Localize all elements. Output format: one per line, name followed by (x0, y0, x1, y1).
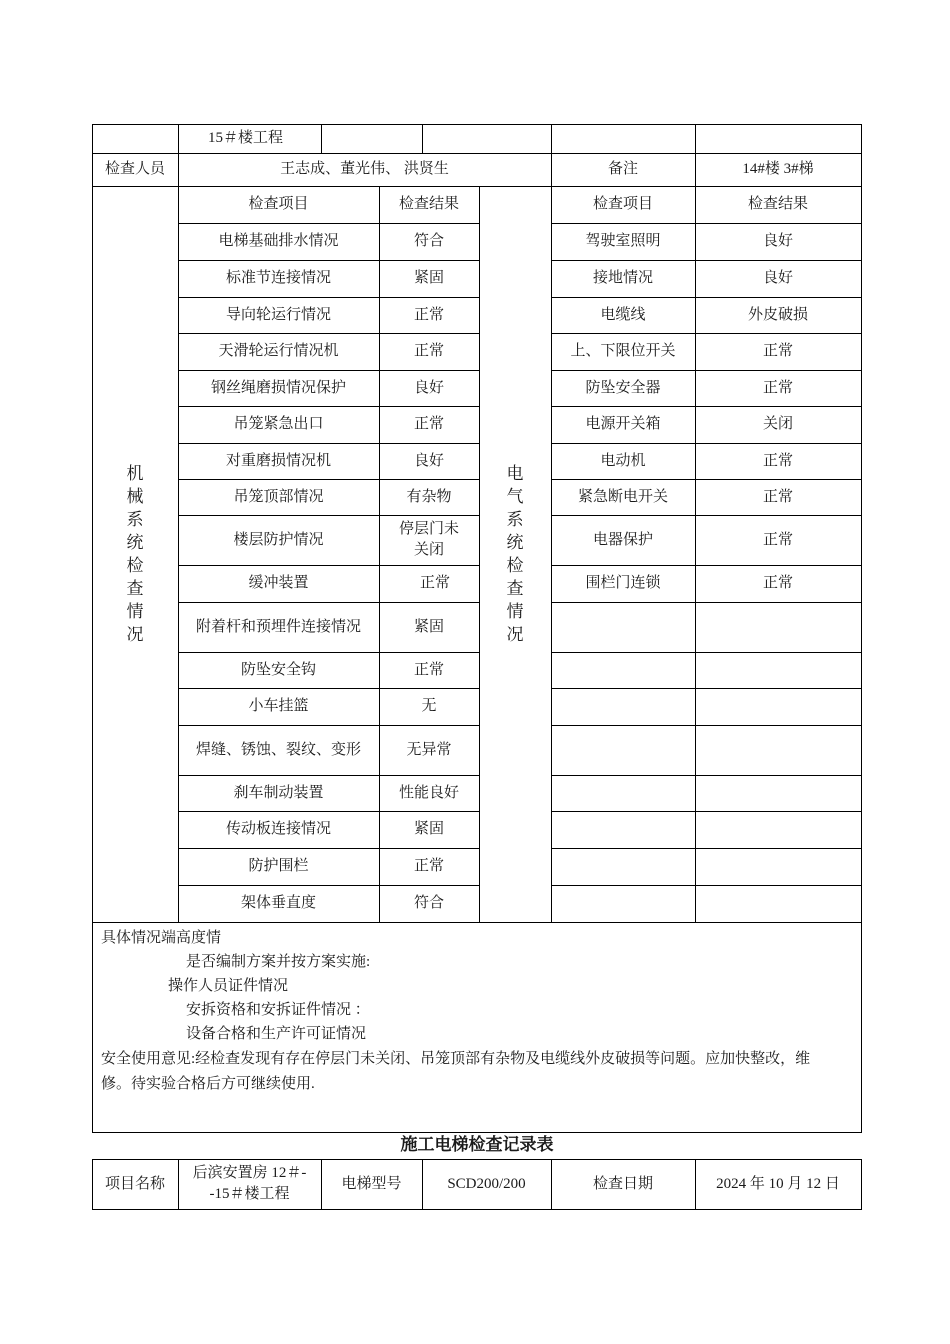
project-value: 后滨安置房 12＃--15＃楼工程 (192, 1165, 307, 1202)
remark-value: 14#楼 3#梯 (742, 161, 814, 177)
elec-result: 正常 (762, 488, 793, 505)
mech-item: 楼层防护情况 (233, 531, 324, 548)
mech-result: 无异常 (406, 741, 452, 758)
elec-result: 正常 (762, 379, 793, 396)
elec-result: 外皮破损 (747, 306, 808, 323)
section-label-char: 系 (126, 510, 144, 529)
elec-item: 防坠安全器 (585, 379, 661, 396)
form-title: 施工电梯检查记录表 (400, 1135, 554, 1154)
mechanical-header-result: 检查结果 (398, 196, 459, 212)
mech-result: 正常 (413, 661, 444, 678)
section-label-char: 气 (506, 487, 524, 506)
remark-label: 备注 (607, 161, 638, 177)
date-value: 2024 年 10 月 12 日 (716, 1175, 840, 1192)
elec-result: 关闭 (762, 416, 793, 432)
mech-result: 停层门未关闭 (398, 521, 459, 558)
elec-item: 上、下限位开关 (570, 343, 676, 359)
section-label-char: 况 (126, 625, 144, 644)
project-label: 项目名称 (104, 1175, 165, 1192)
section-label-char: 查 (506, 579, 524, 598)
mech-result: 有杂物 (406, 488, 452, 505)
section-label-char: 情 (506, 602, 524, 621)
project-name-continuation: 15＃楼工程 (208, 130, 284, 146)
section-label-char: 统 (126, 533, 144, 552)
section-label-char: 机 (126, 464, 144, 483)
mech-result: 正常 (413, 306, 444, 323)
mech-item: 焊缝、锈蚀、裂纹、变形 (195, 741, 361, 758)
note-line-operator: 操作人员证件情况 (168, 978, 289, 994)
elec-item: 驾驶室照明 (585, 233, 661, 249)
date-label: 检查日期 (592, 1175, 653, 1192)
section-label-char: 查 (126, 579, 144, 598)
mech-item: 电梯基础排水情况 (218, 233, 339, 249)
mech-result: 正常 (413, 858, 444, 874)
mech-result: 正常 (413, 416, 444, 432)
model-value: SCD200/200 (447, 1175, 526, 1192)
mech-result: 无 (421, 698, 437, 714)
safety-opinion: 安全使用意见:经检查发现有存在停层门未关闭、吊笼顶部有杂物及电缆线外皮破损等问题。应加快整改，维修。待实验合格后方可继续使用. (101, 1051, 811, 1092)
mech-result: 紧固 (413, 821, 444, 837)
section-label-char: 检 (506, 556, 524, 575)
elec-result: 正常 (762, 531, 793, 548)
section-label-char: 系 (506, 510, 524, 529)
electrical-header-item: 检查项目 (592, 196, 653, 212)
mech-result: 符合 (413, 233, 444, 249)
mech-item: 钢丝绳磨损情况保护 (210, 379, 346, 396)
note-line-height: 具体情况端高度情 (101, 930, 222, 946)
section-label-char: 统 (506, 533, 524, 552)
note-line-plan: 是否编制方案并按方案实施: (186, 954, 371, 970)
mech-item: 架体垂直度 (240, 895, 316, 911)
elec-result: 正常 (762, 343, 793, 359)
elec-result: 正常 (762, 452, 793, 469)
section-label-char: 情 (126, 602, 144, 621)
mech-result: 符合 (413, 895, 444, 911)
electrical-section-label (479, 186, 551, 922)
elec-result: 良好 (762, 233, 793, 249)
section-label-char: 检 (126, 556, 144, 575)
mech-item: 传动板连接情况 (225, 821, 331, 837)
mech-result: 正常 (413, 343, 444, 359)
inspector-names: 王志成、董光伟、 洪贤生 (280, 161, 449, 177)
elec-result: 正常 (762, 575, 793, 591)
mech-item: 吊笼顶部情况 (233, 488, 324, 505)
elec-item: 电缆线 (600, 306, 646, 323)
mech-result: 紧固 (413, 270, 444, 286)
mech-item: 附着杆和预埋件连接情况 (195, 618, 361, 635)
mech-result: 紧固 (413, 618, 444, 635)
notes-block (101, 926, 841, 1046)
elec-item: 围栏门连锁 (585, 575, 661, 591)
mech-result: 正常 (419, 575, 450, 591)
inspector-label: 检查人员 (104, 161, 165, 177)
mech-item: 刹车制动装置 (233, 784, 324, 801)
section-label-char: 电 (506, 464, 524, 483)
mech-item: 吊笼紧急出口 (233, 416, 324, 432)
note-line-install-cert: 安拆资格和安拆证件情况 ： (186, 1002, 370, 1018)
mech-result: 良好 (413, 452, 444, 469)
mech-item: 防坠安全钩 (240, 661, 316, 678)
elec-item: 电器保护 (592, 531, 653, 548)
mech-item: 标准节连接情况 (225, 270, 331, 286)
elec-item: 电源开关箱 (585, 416, 661, 432)
mech-result: 性能良好 (398, 784, 459, 801)
note-line-license: 设备合格和生产许可证情况 (186, 1026, 367, 1042)
section-label-char: 械 (126, 487, 144, 506)
mech-item: 对重磨损情况机 (225, 452, 331, 469)
model-label: 电梯型号 (341, 1175, 402, 1192)
elec-item: 紧急断电开关 (577, 488, 668, 505)
mech-item: 小车挂篮 (248, 698, 309, 714)
mech-item: 导向轮运行情况 (225, 306, 331, 323)
elec-item: 接地情况 (592, 270, 653, 286)
elec-item: 电动机 (600, 452, 646, 469)
mech-result: 良好 (413, 379, 444, 396)
mechanical-section-label (92, 186, 178, 922)
mech-item: 天滑轮运行情况机 (218, 343, 339, 359)
elec-result: 良好 (762, 270, 793, 286)
mechanical-header-item: 检查项目 (248, 196, 309, 212)
mech-item: 缓冲装置 (248, 575, 309, 591)
section-label-char: 况 (506, 625, 524, 644)
mech-item: 防护围栏 (248, 858, 309, 874)
electrical-header-result: 检查结果 (747, 196, 808, 212)
